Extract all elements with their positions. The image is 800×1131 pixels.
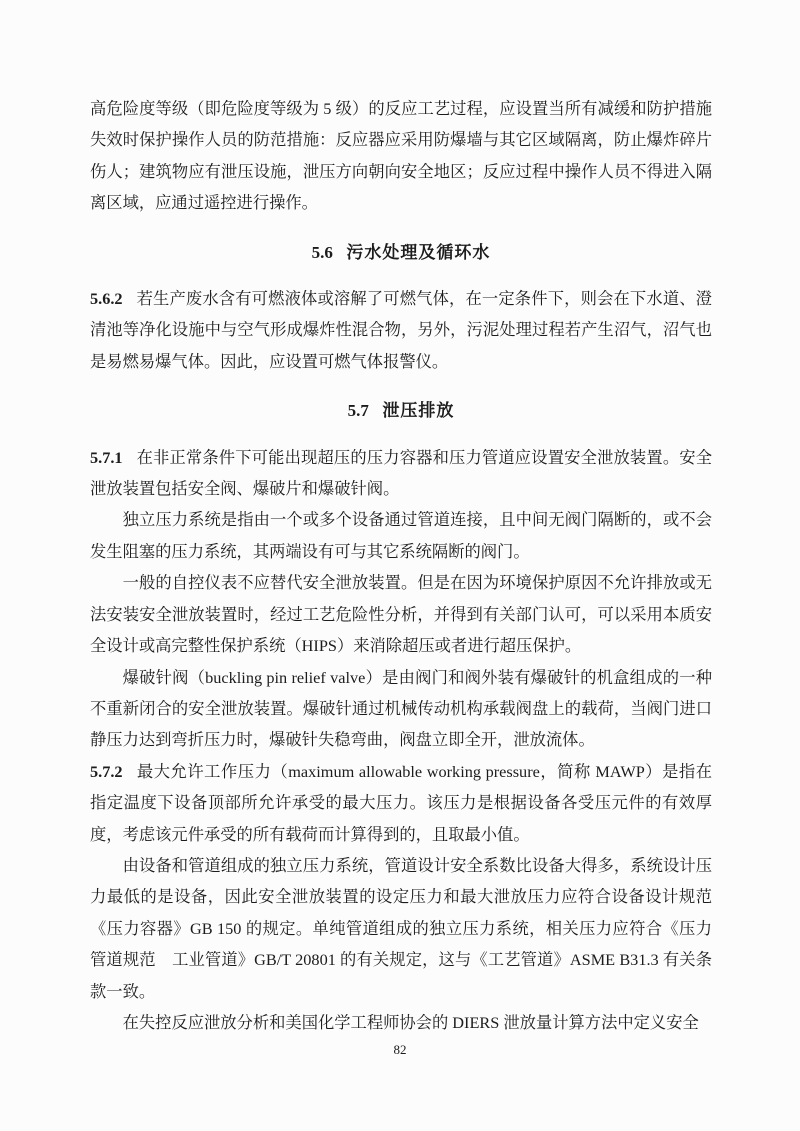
paragraph-diers-runaway-reaction: 在失控反应泄放分析和美国化学工程师协会的 DIERS 泄放量计算方法中定义安全	[122, 1012, 699, 1032]
section-5-6-number: 5.6	[311, 242, 333, 262]
page-number: 82	[393, 1042, 407, 1057]
paragraph-independent-pressure-system: 独立压力系统是指由一个或多个设备通过管道连接，且中间无阀门隔断的，或不会发生阻塞的压力系统，其两端设有可与其它系统隔断的阀门。	[90, 510, 712, 561]
paragraph-5-7-1	[90, 442, 712, 505]
paragraph-5-6-2-number: 5.6.2	[90, 289, 123, 309]
paragraph-system-design-pressure: 由设备和管道组成的独立压力系统，管道设计安全系数比设备大得多，系统设计压力最低的是设备，因此安全泄放装置的设定压力和最大泄放压力应符合设备设计规范《压力容器》GB 150 的规定。单纯管道组成的独立压力系统，相关压力应符合《压力管道规范 工业管道》GB/T 20801 的有关规定，这与《工艺管道》ASME B31.3 有关条款一致。	[90, 855, 712, 1001]
section-5-7-number: 5.7	[347, 401, 369, 421]
section-5-6-heading	[90, 237, 712, 268]
section-5-7-title: 泄压排放	[382, 401, 455, 421]
paragraph-5-7-1-text: 在非正常条件下可能出现超压的压力容器和压力管道应设置安全泄放装置。安全泄放装置包括安全阀、爆破片和爆破针阀。	[90, 447, 712, 499]
page-body	[90, 93, 712, 1038]
paragraph-instrumentation-substitute: 一般的自控仪表不应替代安全泄放装置。但是在因为环境保护原因不允许排放或无法安装安全泄放装置时，经过工艺危险性分析，并得到有关部门认可，可以采用本质安全设计或高完整性保护系统（HIPS）来消除超压或者进行超压保护。	[90, 573, 712, 656]
paragraph-5-7-1-number: 5.7.1	[90, 447, 123, 467]
paragraph-buckling-pin-valve: 爆破针阀（buckling pin relief valve）是由阀门和阀外装有爆破针的机盒组成的一种不重新闭合的安全泄放装置。爆破针通过机械传动机构承载阀盘上的载荷，当阀门进口静压力达到弯折压力时，爆破针失稳弯曲，阀盘立即全开，泄放流体。	[90, 667, 712, 750]
paragraph-5-7-2-number: 5.7.2	[90, 761, 123, 781]
paragraph-5-6-2	[90, 283, 712, 377]
paragraph-5-7-2	[90, 756, 712, 850]
paragraph-5-7-2-text: 最大允许工作压力（maximum allowable working pressure，简称 MAWP）是指在指定温度下设备顶部所允许承受的最大压力。该压力是根据设备各受压元件的有效厚度，考虑该元件承受的所有载荷而计算得到的，且取最小值。	[90, 761, 712, 844]
section-5-6-title: 污水处理及循环水	[346, 242, 491, 262]
section-5-7-heading	[90, 395, 712, 426]
paragraph-intro: 高危险度等级（即危险度等级为 5 级）的反应工艺过程，应设置当所有减缓和防护措施失效时保护操作人员的防范措施：反应器应采用防爆墙与其它区域隔离，防止爆炸碎片伤人；建筑物应有泄压设施，泄压方向朝向安全地区；反应过程中操作人员不得进入隔离区域，应通过遥控进行操作。	[90, 99, 712, 213]
paragraph-5-6-2-text: 若生产废水含有可燃液体或溶解了可燃气体，在一定条件下，则会在下水道、澄清池等净化设施中与空气形成爆炸性混合物，另外，污泥处理过程若产生沼气，沼气也是易燃易爆气体。因此，应设置可燃气体报警仪。	[90, 289, 712, 371]
